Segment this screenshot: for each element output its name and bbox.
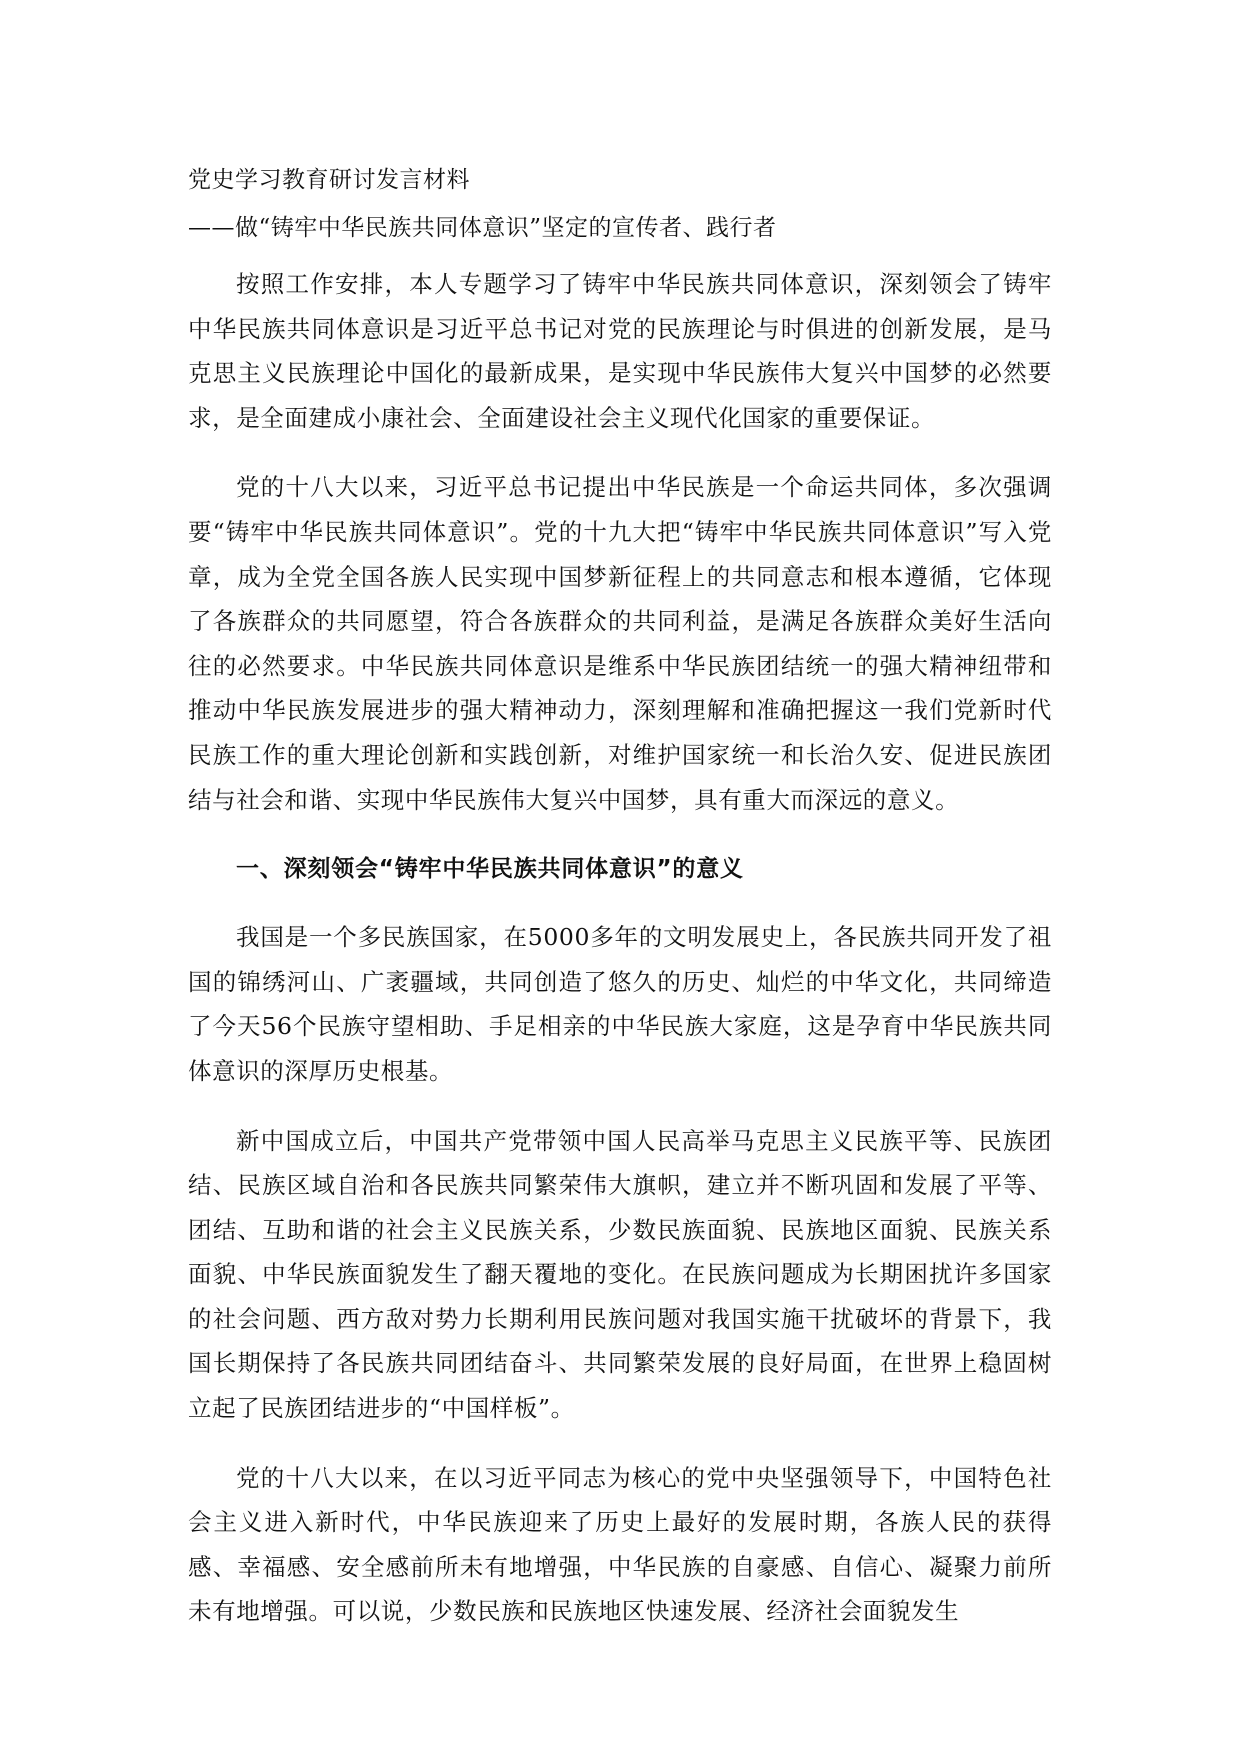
document-title: 党史学习教育研讨发言材料 (188, 167, 470, 193)
paragraph: 党的十八大以来，在以习近平同志为核心的党中央坚强领导下，中国特色社会主义进入新时代，中华民族迎来了历史上最好的发展时期，各族人民的获得感、幸福感、安全感前所未有地增强，中华民族的自豪感、自信心、凝聚力前所未有地增强。可以说，少数民族和民族地区快速发展、经济社会面貌发生 (188, 1463, 1052, 1626)
paragraph: 按照工作安排，本人专题学习了铸牢中华民族共同体意识，深刻领会了铸牢中华民族共同体意识是习近平总书记对党的民族理论与时俱进的创新发展，是马克思主义民族理论中国化的最新成果，是实现中华民族伟大复兴中国梦的必然要求，是全面建成小康社会、全面建设社会主义现代化国家的重要保证。 (188, 270, 1052, 432)
document-subtitle: ——做“铸牢中华民族共同体意识”坚定的宣传者、践行者 (188, 215, 777, 241)
paragraph: 我国是一个多民族国家，在5000多年的文明发展史上，各民族共同开发了祖国的锦绣河山、广袤疆域，共同创造了悠久的历史、灿烂的中华文化，共同缔造了今天56个民族守望相助、手足相亲的中华民族大家庭，这是孕育中华民族共同体意识的深厚历史根基。 (188, 923, 1052, 1085)
section-heading: 一、深刻领会“铸牢中华民族共同体意识”的意义 (236, 856, 744, 883)
document-body (188, 160, 1052, 1659)
paragraph: 新中国成立后，中国共产党带领中国人民高举马克思主义民族平等、民族团结、民族区域自治和各民族共同繁荣伟大旗帜，建立并不断巩固和发展了平等、团结、互助和谐的社会主义民族关系，少数民族面貌、民族地区面貌、民族关系面貌、中华民族面貌发生了翻天覆地的变化。在民族问题成为长期困扰许多国家的社会问题、西方敌对势力长期利用民族问题对我国实施干扰破坏的背景下，我国长期保持了各民族共同团结奋斗、共同繁荣发展的良好局面，在世界上稳固树立起了民族团结进步的“中国样板”。 (188, 1126, 1052, 1423)
paragraph: 党的十八大以来，习近平总书记提出中华民族是一个命运共同体，多次强调要“铸牢中华民族共同体意识”。党的十九大把“铸牢中华民族共同体意识”写入党章，成为全党全国各族人民实现中国梦新征程上的共同意志和根本遵循，它体现了各族群众的共同愿望，符合各族群众的共同利益，是满足各族群众美好生活向往的必然要求。中华民族共同体意识是维系中华民族团结统一的强大精神纽带和推动中华民族发展进步的强大精神动力，深刻理解和准确把握这一我们党新时代民族工作的重大理论创新和实践创新，对维护国家统一和长治久安、促进民族团结与社会和谐、实现中华民族伟大复兴中国梦，具有重大而深远的意义。 (188, 473, 1052, 814)
